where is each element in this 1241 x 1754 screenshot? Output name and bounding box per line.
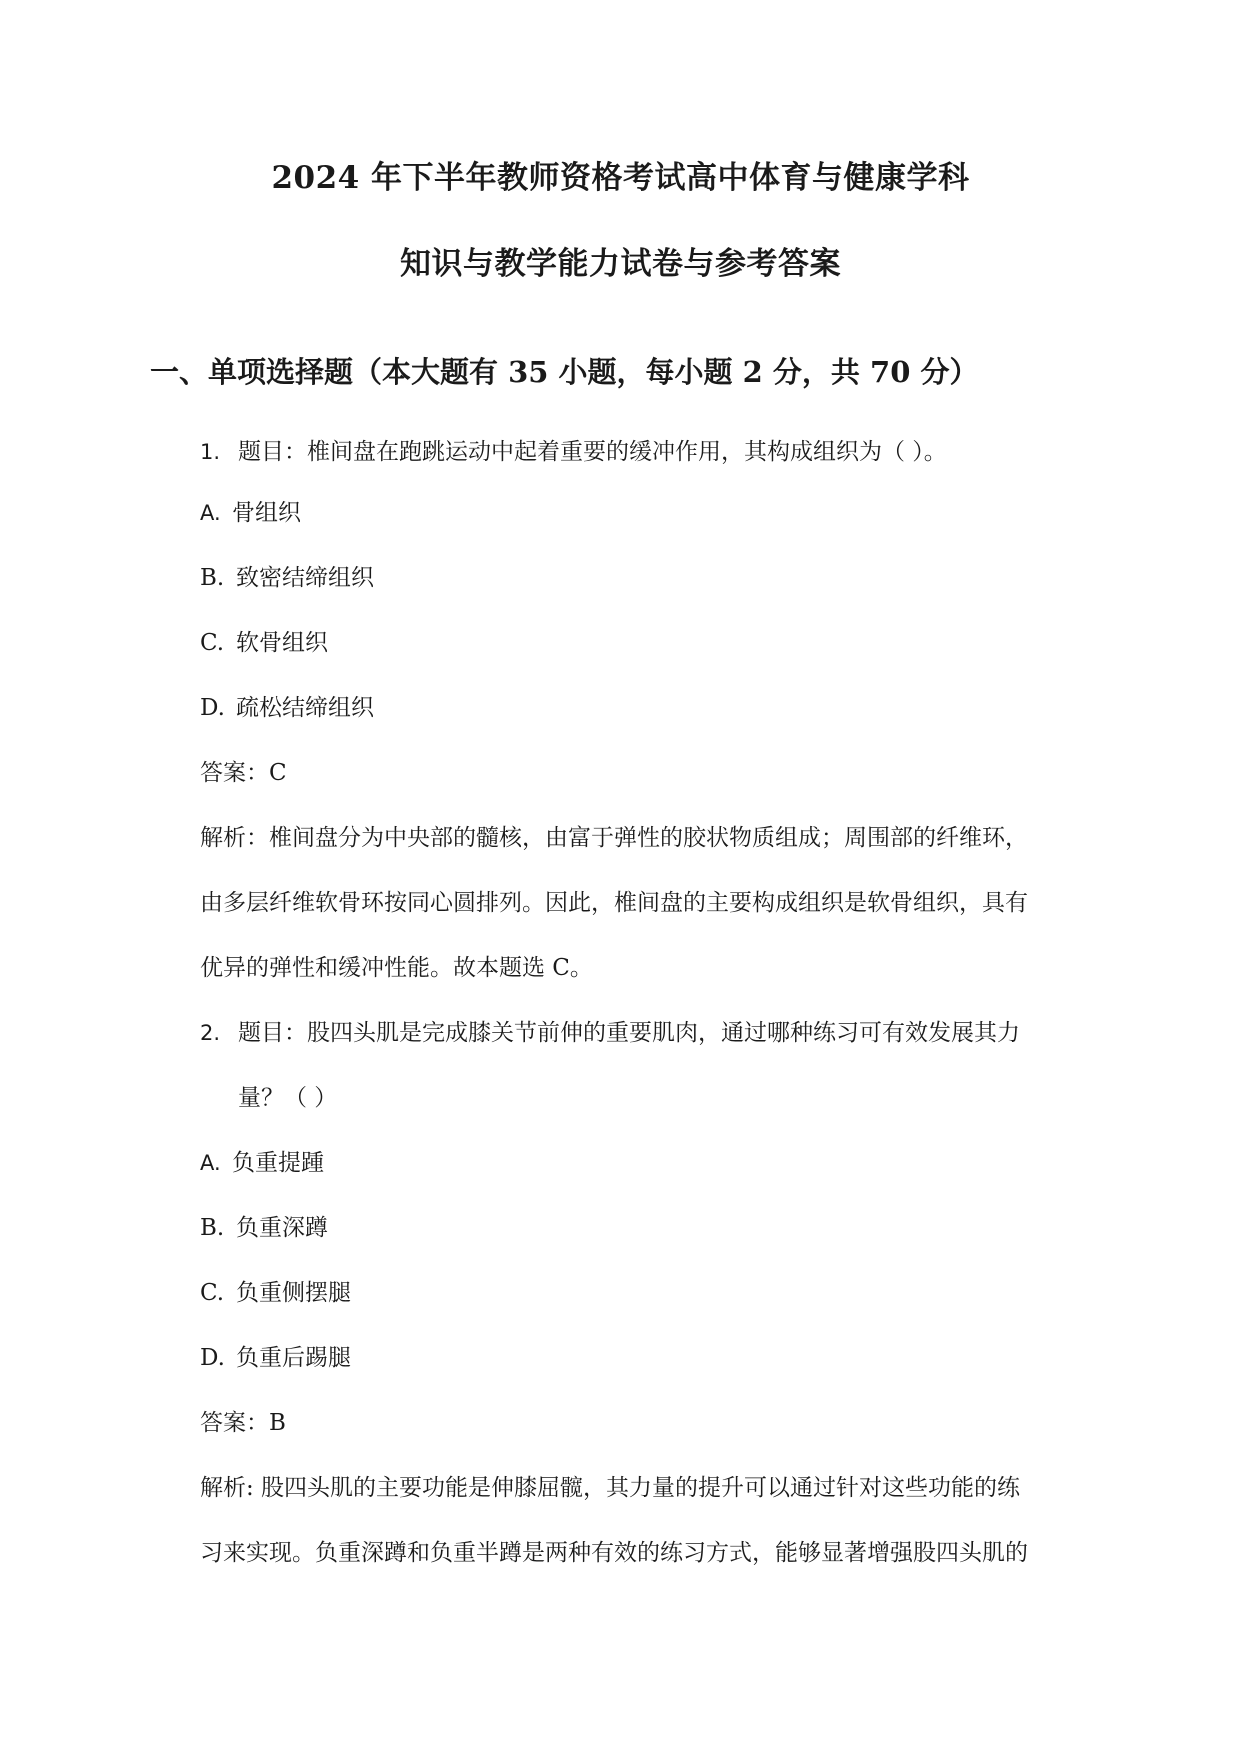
option-letter: D. [200,695,225,721]
document-title-line-2: 知识与教学能力试卷与参考答案 [400,246,841,282]
option-letter: B. [200,1215,225,1241]
option-text: 软骨组织 [236,630,328,656]
question-1-answer: 答案：C [200,760,287,786]
question-2-analysis-line: 习来实现。负重深蹲和负重半蹲是两种有效的练习方式，能够显著增强股四头肌的 [200,1540,1028,1566]
section-heading: 一、单项选择题（本大题有 35 小题，每小题 2 分，共 70 分） [150,355,979,389]
option-letter: B. [200,565,225,591]
question-2-option-b [200,1212,328,1244]
question-1-analysis-line: 由多层纤维软骨环按同心圆排列。因此，椎间盘的主要构成组织是软骨组织，具有 [200,890,1028,916]
question-1-option-c [200,627,328,659]
option-letter: C. [200,630,225,656]
option-text: 致密结缔组织 [236,565,374,591]
question-2-option-d [200,1342,351,1374]
question-2-analysis-line: 解析: 股四头肌的主要功能是伸膝屈髋，其力量的提升可以通过针对这些功能的练 [200,1475,1021,1501]
option-text: 负重侧摆腿 [236,1280,351,1306]
option-letter: A. [200,1151,221,1175]
option-text: 负重提踵 [232,1150,324,1176]
question-2-option-c [200,1277,351,1309]
option-text: 疏松结缔组织 [236,695,374,721]
option-text: 骨组织 [232,500,301,526]
option-letter: C. [200,1280,225,1306]
question-number: 2. [200,1021,221,1045]
question-number: 1. [200,440,221,464]
question-1-option-b [200,562,374,594]
option-text: 负重深蹲 [236,1215,328,1241]
question-1-option-d [200,692,374,724]
question-2-stem-continued: 量？（ ） [238,1085,338,1111]
question-1-option-a [200,497,301,529]
question-text: 题目：椎间盘在跑跳运动中起着重要的缓冲作用，其构成组织为（ ）。 [238,439,947,465]
document-title-line-1: 2024 年下半年教师资格考试高中体育与健康学科 [271,160,970,196]
question-1-analysis-line: 优异的弹性和缓冲性能。故本题选 C。 [200,955,593,981]
option-letter: A. [200,501,221,525]
option-text: 负重后踢腿 [236,1345,351,1371]
question-2-stem [200,1017,1020,1049]
option-letter: D. [200,1345,225,1371]
question-2-answer: 答案：B [200,1410,286,1436]
question-1-analysis-line: 解析：椎间盘分为中央部的髓核，由富于弹性的胶状物质组成；周围部的纤维环， [200,825,1028,851]
question-1-stem [200,436,947,468]
question-text: 题目：股四头肌是完成膝关节前伸的重要肌肉，通过哪种练习可有效发展其力 [238,1020,1020,1046]
question-2-option-a [200,1147,324,1179]
